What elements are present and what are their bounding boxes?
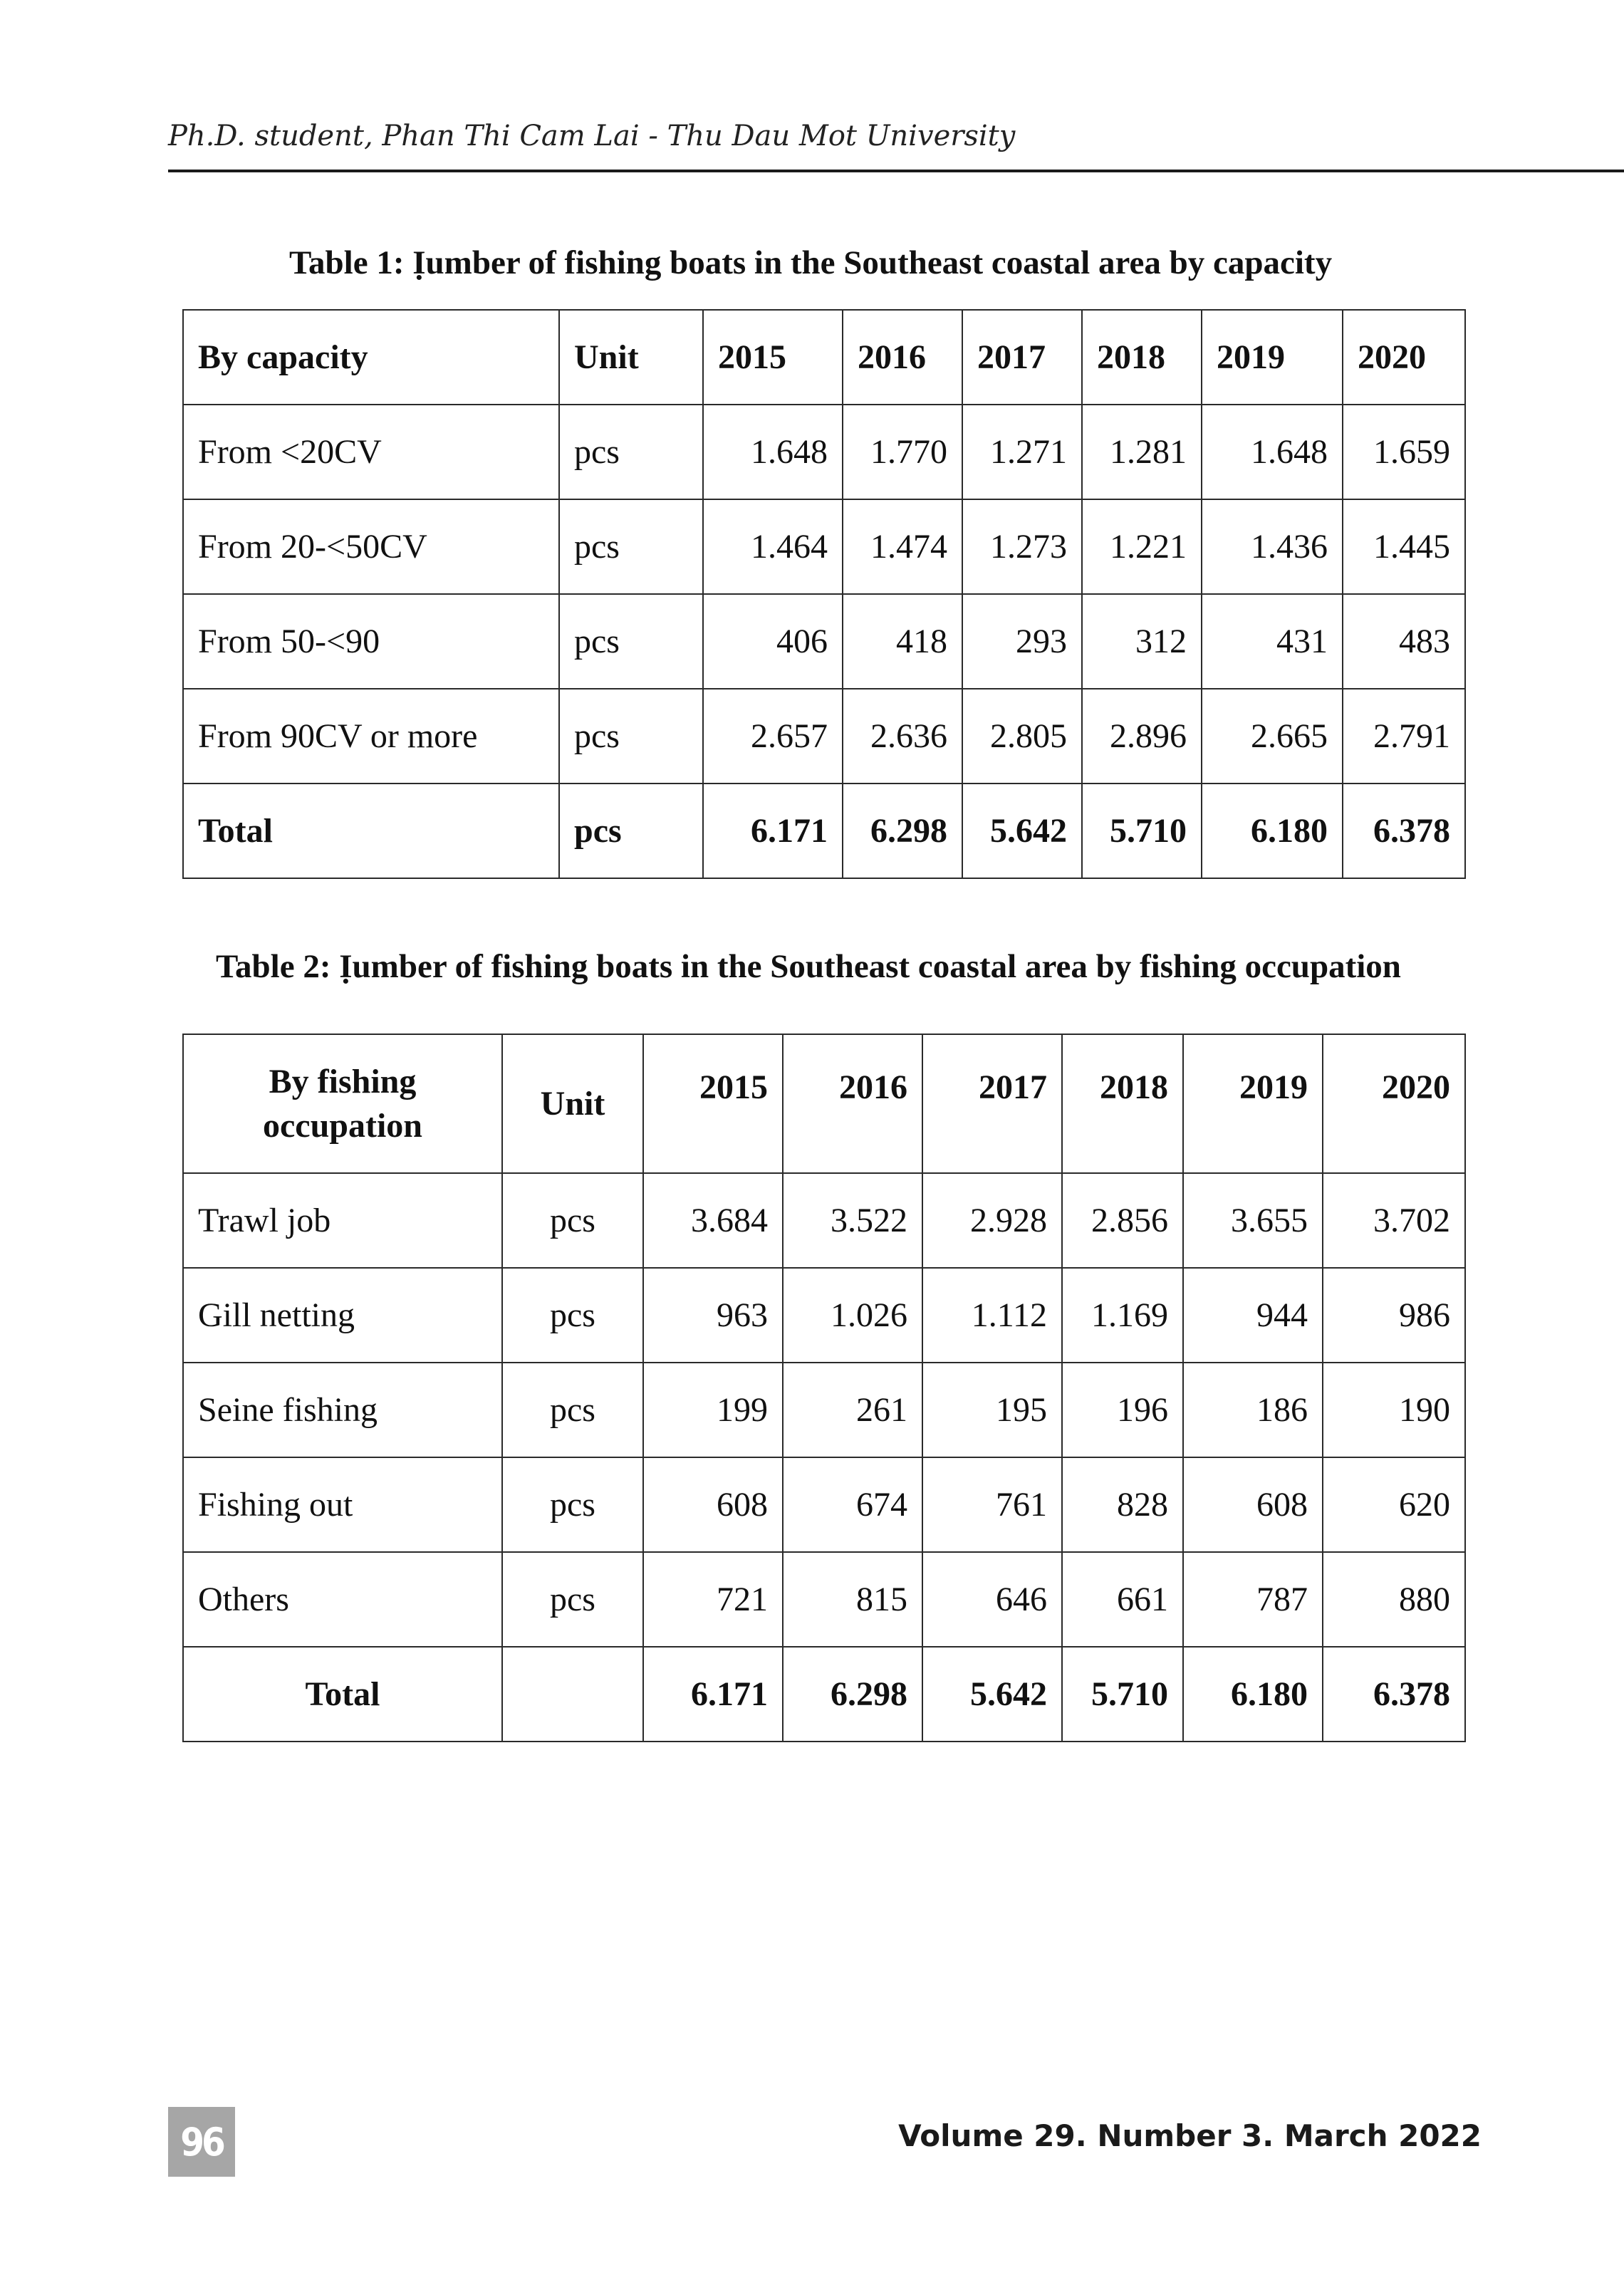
row-unit: pcs bbox=[559, 784, 703, 878]
cell-value: 6.298 bbox=[843, 784, 962, 878]
cell-value: 661 bbox=[1062, 1552, 1183, 1647]
column-header-2017: 2017 bbox=[922, 1034, 1062, 1173]
table-header-row bbox=[183, 310, 1465, 405]
cell-value: 815 bbox=[783, 1552, 922, 1647]
cell-value: 431 bbox=[1202, 594, 1343, 689]
cell-value: 674 bbox=[783, 1457, 922, 1552]
cell-value: 1.474 bbox=[843, 499, 962, 594]
cell-value: 2.856 bbox=[1062, 1173, 1183, 1268]
column-header-category: By capacity bbox=[183, 310, 559, 405]
cell-value: 1.273 bbox=[962, 499, 1082, 594]
cell-value: 1.464 bbox=[703, 499, 843, 594]
row-label: Gill netting bbox=[183, 1268, 502, 1363]
cell-value: 5.642 bbox=[922, 1647, 1062, 1742]
table-row bbox=[183, 1552, 1465, 1647]
row-unit: pcs bbox=[502, 1268, 643, 1363]
cell-value: 1.271 bbox=[962, 405, 1082, 499]
table-2-title: Table 2: Ịumber of fishing boats in the Southeast coastal area by fishing occupation bbox=[216, 948, 1401, 985]
column-header-2015: 2015 bbox=[703, 310, 843, 405]
cell-value: 721 bbox=[643, 1552, 783, 1647]
cell-value: 2.896 bbox=[1082, 689, 1202, 784]
column-header-2020: 2020 bbox=[1323, 1034, 1465, 1173]
row-label: Trawl job bbox=[183, 1173, 502, 1268]
cell-value: 6.298 bbox=[783, 1647, 922, 1742]
cell-value: 986 bbox=[1323, 1268, 1465, 1363]
table-total-row bbox=[183, 1647, 1465, 1742]
cell-value: 418 bbox=[843, 594, 962, 689]
header-rule bbox=[168, 170, 1624, 172]
cell-value: 2.805 bbox=[962, 689, 1082, 784]
column-header-2020: 2020 bbox=[1343, 310, 1465, 405]
table-row bbox=[183, 689, 1465, 784]
column-header-2018: 2018 bbox=[1062, 1034, 1183, 1173]
cell-value: 1.770 bbox=[843, 405, 962, 499]
cell-value: 3.702 bbox=[1323, 1173, 1465, 1268]
footer-volume: Volume 29. Number 3. March 2022 bbox=[898, 2118, 1482, 2153]
cell-value: 787 bbox=[1183, 1552, 1323, 1647]
cell-value: 5.710 bbox=[1082, 784, 1202, 878]
cell-value: 406 bbox=[703, 594, 843, 689]
table-row bbox=[183, 1363, 1465, 1457]
cell-value: 963 bbox=[643, 1268, 783, 1363]
cell-value: 6.378 bbox=[1323, 1647, 1465, 1742]
cell-value: 828 bbox=[1062, 1457, 1183, 1552]
cell-value: 3.655 bbox=[1183, 1173, 1323, 1268]
cell-value: 312 bbox=[1082, 594, 1202, 689]
cell-value: 293 bbox=[962, 594, 1082, 689]
table-total-row bbox=[183, 784, 1465, 878]
row-label: Total bbox=[183, 1647, 502, 1742]
column-header-unit: Unit bbox=[502, 1034, 643, 1173]
row-label: From <20CV bbox=[183, 405, 559, 499]
cell-value: 2.665 bbox=[1202, 689, 1343, 784]
column-header-2019: 2019 bbox=[1183, 1034, 1323, 1173]
cell-value: 196 bbox=[1062, 1363, 1183, 1457]
table-occupation bbox=[182, 1034, 1466, 1742]
cell-value: 1.648 bbox=[703, 405, 843, 499]
cell-value: 608 bbox=[643, 1457, 783, 1552]
row-unit: pcs bbox=[502, 1363, 643, 1457]
column-header-category: By fishing occupation bbox=[183, 1034, 502, 1173]
table-row bbox=[183, 499, 1465, 594]
row-label: From 50-<90 bbox=[183, 594, 559, 689]
cell-value: 6.378 bbox=[1343, 784, 1465, 878]
column-header-2018: 2018 bbox=[1082, 310, 1202, 405]
row-unit: pcs bbox=[559, 499, 703, 594]
cell-value: 761 bbox=[922, 1457, 1062, 1552]
row-unit: pcs bbox=[502, 1457, 643, 1552]
table-capacity bbox=[182, 309, 1466, 879]
row-unit: pcs bbox=[559, 405, 703, 499]
cell-value: 483 bbox=[1343, 594, 1465, 689]
row-label: Fishing out bbox=[183, 1457, 502, 1552]
cell-value: 880 bbox=[1323, 1552, 1465, 1647]
row-unit bbox=[502, 1647, 643, 1742]
table-header-row bbox=[183, 1034, 1465, 1173]
cell-value: 608 bbox=[1183, 1457, 1323, 1552]
table-row bbox=[183, 1457, 1465, 1552]
table-row bbox=[183, 594, 1465, 689]
column-header-2016: 2016 bbox=[783, 1034, 922, 1173]
row-label: From 20-<50CV bbox=[183, 499, 559, 594]
cell-value: 1.112 bbox=[922, 1268, 1062, 1363]
cell-value: 5.710 bbox=[1062, 1647, 1183, 1742]
cell-value: 6.180 bbox=[1183, 1647, 1323, 1742]
cell-value: 2.791 bbox=[1343, 689, 1465, 784]
cell-value: 1.659 bbox=[1343, 405, 1465, 499]
cell-value: 2.657 bbox=[703, 689, 843, 784]
row-label: Total bbox=[183, 784, 559, 878]
cell-value: 1.169 bbox=[1062, 1268, 1183, 1363]
table-1-title: Table 1: Ịumber of fishing boats in the Southeast coastal area by capacity bbox=[289, 244, 1333, 281]
cell-value: 1.648 bbox=[1202, 405, 1343, 499]
table-row bbox=[183, 405, 1465, 499]
running-head: Ph.D. student, Phan Thi Cam Lai - Thu Dau Mot University bbox=[168, 120, 1016, 152]
row-unit: pcs bbox=[559, 594, 703, 689]
column-header-2016: 2016 bbox=[843, 310, 962, 405]
cell-value: 2.636 bbox=[843, 689, 962, 784]
column-header-2015: 2015 bbox=[643, 1034, 783, 1173]
cell-value: 1.026 bbox=[783, 1268, 922, 1363]
row-unit: pcs bbox=[502, 1552, 643, 1647]
page-number: 96 bbox=[168, 2107, 235, 2177]
cell-value: 620 bbox=[1323, 1457, 1465, 1552]
cell-value: 6.171 bbox=[703, 784, 843, 878]
column-header-unit: Unit bbox=[559, 310, 703, 405]
column-header-2017: 2017 bbox=[962, 310, 1082, 405]
cell-value: 3.522 bbox=[783, 1173, 922, 1268]
row-label: Seine fishing bbox=[183, 1363, 502, 1457]
row-label: From 90CV or more bbox=[183, 689, 559, 784]
cell-value: 1.445 bbox=[1343, 499, 1465, 594]
cell-value: 6.171 bbox=[643, 1647, 783, 1742]
table-row bbox=[183, 1173, 1465, 1268]
cell-value: 1.221 bbox=[1082, 499, 1202, 594]
cell-value: 944 bbox=[1183, 1268, 1323, 1363]
cell-value: 1.281 bbox=[1082, 405, 1202, 499]
cell-value: 3.684 bbox=[643, 1173, 783, 1268]
cell-value: 186 bbox=[1183, 1363, 1323, 1457]
cell-value: 5.642 bbox=[962, 784, 1082, 878]
cell-value: 6.180 bbox=[1202, 784, 1343, 878]
row-unit: pcs bbox=[502, 1173, 643, 1268]
column-header-2019: 2019 bbox=[1202, 310, 1343, 405]
cell-value: 2.928 bbox=[922, 1173, 1062, 1268]
row-label: Others bbox=[183, 1552, 502, 1647]
cell-value: 646 bbox=[922, 1552, 1062, 1647]
cell-value: 195 bbox=[922, 1363, 1062, 1457]
cell-value: 190 bbox=[1323, 1363, 1465, 1457]
row-unit: pcs bbox=[559, 689, 703, 784]
cell-value: 199 bbox=[643, 1363, 783, 1457]
cell-value: 1.436 bbox=[1202, 499, 1343, 594]
table-row bbox=[183, 1268, 1465, 1363]
cell-value: 261 bbox=[783, 1363, 922, 1457]
